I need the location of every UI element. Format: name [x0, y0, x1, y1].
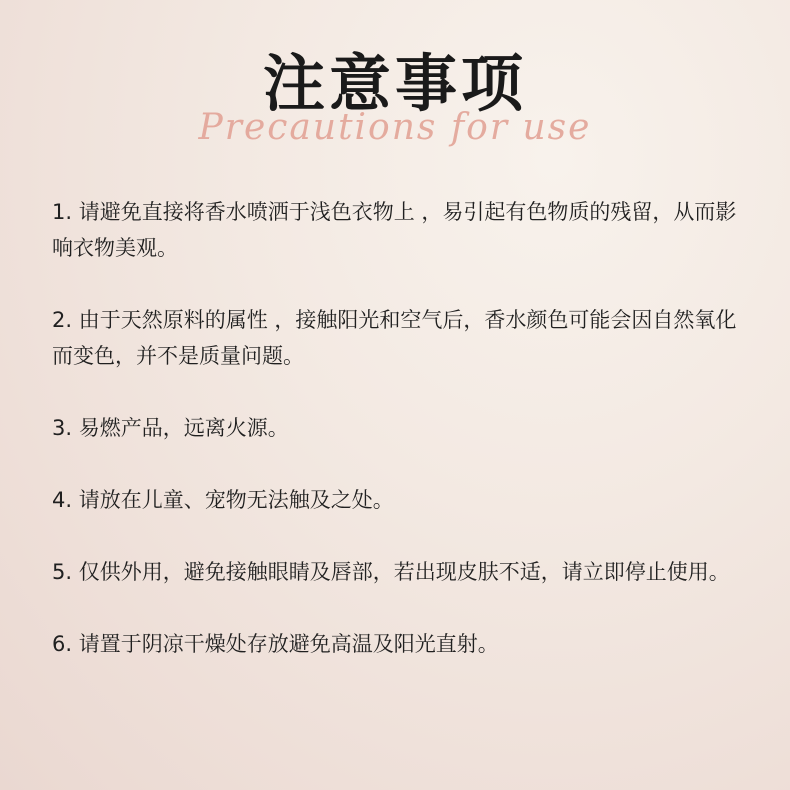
precaution-item-6: 6. 请置于阴凉干燥处存放避免高温及阳光直射。	[52, 632, 499, 656]
precaution-item-3: 3. 易燃产品，远离火源。	[52, 416, 289, 440]
page-title: 注意事项	[262, 47, 527, 120]
page-subtitle-script: Precautions for use	[198, 107, 592, 148]
precaution-item-4: 4. 请放在儿童、宠物无法触及之处。	[52, 488, 394, 512]
precaution-item-1: 1. 请避免直接将香水喷洒于浅色衣物上 ，易引起有色物质的残留，从而影响衣物美观。	[52, 200, 737, 260]
precaution-item-2: 2. 由于天然原料的属性 ，接触阳光和空气后，香水颜色可能会因自然氧化而变色，并不是质量问题。	[52, 308, 737, 368]
precaution-item-5: 5. 仅供外用，避免接触眼睛及唇部，若出现皮肤不适，请立即停止使用。	[52, 560, 730, 584]
precautions-list	[52, 194, 752, 662]
